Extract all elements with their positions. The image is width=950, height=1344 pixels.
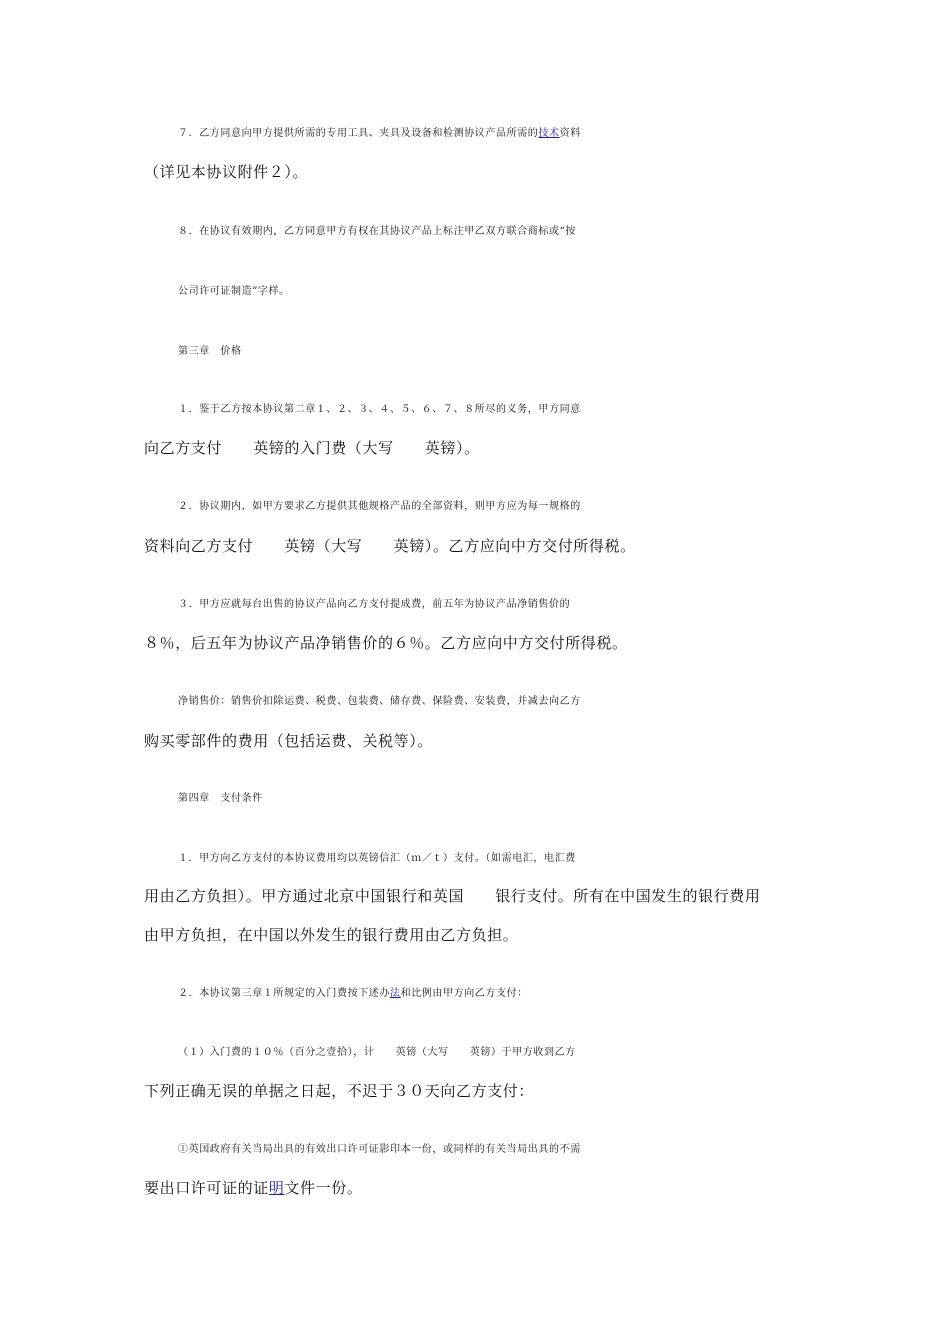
chapter-4-clause-2-text-end: 和比例由甲方向乙方支付：	[400, 988, 528, 999]
chapter-3-clause-3-line-2: ８％，后五年为协议产品净销售价的６％。乙方应向中方交付所得税。	[144, 634, 628, 652]
net-price-line-1: 净销售价：销售价扣除运费、税费、包装费、储存费、保险费、安装费，并减去向乙方	[178, 696, 581, 707]
chapter-4-clause-2	[178, 984, 848, 1004]
item-1-line-2	[144, 1178, 814, 1198]
net-price-line-2: 购买零部件的费用（包括运费、关税等）。	[144, 732, 433, 750]
method-link[interactable]: 法	[390, 988, 401, 999]
chapter-4-clause-2-text: ２．本协议第三章１所规定的入门费按下述办	[178, 988, 390, 999]
item-1-text: 要出口许可证的证	[144, 1179, 269, 1197]
item-1-line-1: ①英国政府有关当局出具的有效出口许可证影印本一份，或同样的有关当局出具的不需	[178, 1144, 581, 1155]
chapter-3-clause-2-line-2: 资料向乙方支付 英镑（大写 英镑）。乙方应向中方交付所得税。	[144, 537, 636, 555]
chapter-3-clause-1-line-1: １．鉴于乙方按本协议第二章１、２、３、４、５、６、７、８所尽的义务，甲方同意	[178, 404, 581, 415]
clause-7-text: ７．乙方同意向甲方提供所需的专用工具、夹具及设备和检测协议产品所需的	[178, 128, 539, 139]
clause-8-line-2: 公司许可证制造”字样。	[178, 286, 290, 297]
chapter-3-clause-2-line-1: ２．协议期内，如甲方要求乙方提供其他规格产品的全部资料，则甲方应为每一规格的	[178, 501, 581, 512]
chapter-3-clause-3-line-1: ３．甲方应就每台出售的协议产品向乙方支付提成费，前五年为协议产品净销售价的	[178, 599, 571, 610]
technology-link[interactable]: 技术	[538, 128, 560, 139]
clause-8-line-1: ８．在协议有效期内，乙方同意甲方有权在其协议产品上标注甲乙双方联合商标或“按	[178, 226, 576, 237]
chapter-4-clause-1-line-2: 用由乙方负担）。甲方通过北京中国银行和英国 银行支付。所有在中国发生的银行费用	[144, 887, 761, 905]
clause-7-line-2: （详见本协议附件２）。	[144, 163, 309, 181]
sub-clause-1-line-1: （１）入门费的１０％（百分之壹拾），计 英镑（大写 英镑）于甲方收到乙方	[178, 1047, 576, 1058]
sub-clause-1-line-2: 下列正确无误的单据之日起，不迟于３０天向乙方支付：	[144, 1082, 535, 1100]
chapter-3-heading: 第三章 价格	[178, 346, 242, 357]
chapter-4-clause-1-line-1: １．甲方向乙方支付的本协议费用均以英镑信汇（ｍ／ｔ）支付。（如需电汇，电汇费	[178, 853, 576, 864]
proof-link[interactable]: 明	[268, 1179, 285, 1197]
item-1-text-end: 文件一份。	[284, 1179, 363, 1197]
chapter-4-heading: 第四章 支付条件	[178, 793, 263, 804]
clause-7-text-end: 资料	[559, 128, 581, 139]
chapter-4-clause-1-line-3: 由甲方负担，在中国以外发生的银行费用由乙方负担。	[144, 926, 519, 944]
clause-7-line-1	[178, 124, 848, 144]
chapter-3-clause-1-line-2: 向乙方支付 英镑的入门费（大写 英镑）。	[144, 439, 480, 457]
